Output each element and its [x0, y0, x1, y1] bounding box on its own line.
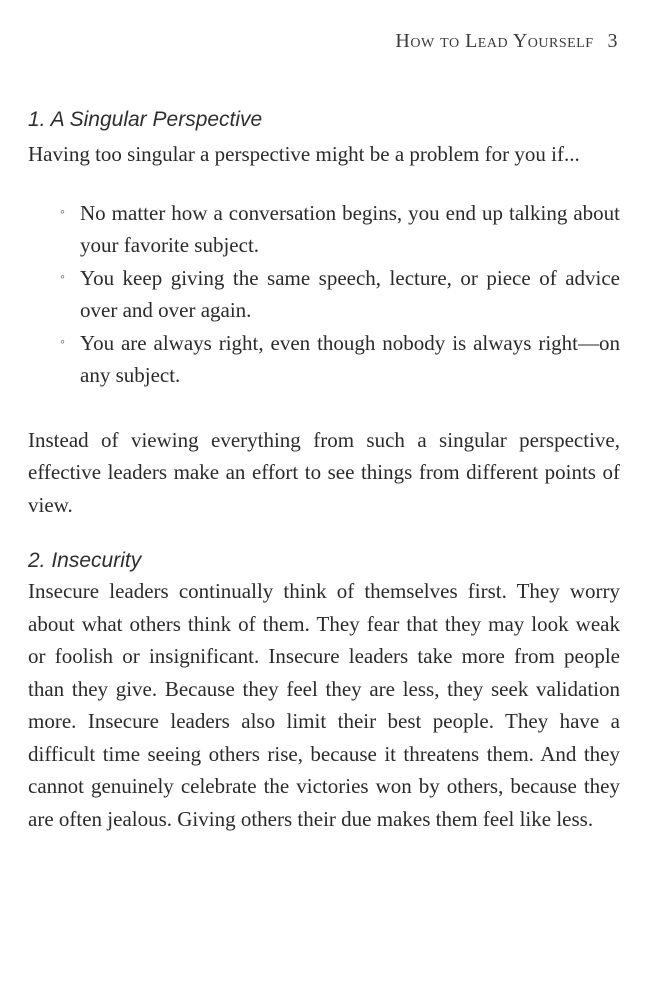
page-number: 3: [607, 30, 618, 52]
closing-paragraph: Instead of viewing everything from such a singular perspective, effective leaders make an effort to see things from different points of view.: [28, 427, 620, 517]
list-item-text: No matter how a conversation begins, you end up talking about your favorite subject.: [80, 200, 620, 257]
list-item-text: You keep giving the same speech, lecture, or piece of advice over and over again.: [80, 265, 620, 322]
section-singular-perspective: [28, 108, 620, 521]
list-item: [60, 197, 620, 262]
section-intro-paragraph: Having too singular a perspective might be a problem for you if...: [28, 142, 580, 166]
running-head-title: How to Lead Yourself: [395, 30, 594, 52]
section-insecurity: [28, 549, 620, 835]
bullet-list: [28, 197, 620, 392]
list-item-text: You are always right, even though nobody is always right—on any subject.: [80, 330, 620, 387]
bullet-icon: ◦: [60, 334, 65, 350]
page-content: [28, 108, 620, 835]
section-heading: 1. A Singular Perspective: [28, 108, 263, 131]
body-paragraph: Insecure leaders continually think of themselves first. They worry about what others think of them. They fear that they may look weak or foolish or insignificant. Insecure leaders take more from people than they give. Because they feel they are less, they seek validation more. Insecure leaders also limit their best people. They have a difficult time seeing others rise, because it threatens them. And they cannot genuinely celebrate the victories won by others, because they are often jealous. Giving others their due makes them feel like less.: [28, 579, 620, 831]
list-item: [60, 327, 620, 392]
section-heading: 2. Insecurity: [28, 549, 142, 572]
bullet-icon: ◦: [60, 269, 65, 285]
list-item: [60, 262, 620, 327]
bullet-icon: ◦: [60, 204, 65, 220]
running-head: [395, 30, 618, 53]
